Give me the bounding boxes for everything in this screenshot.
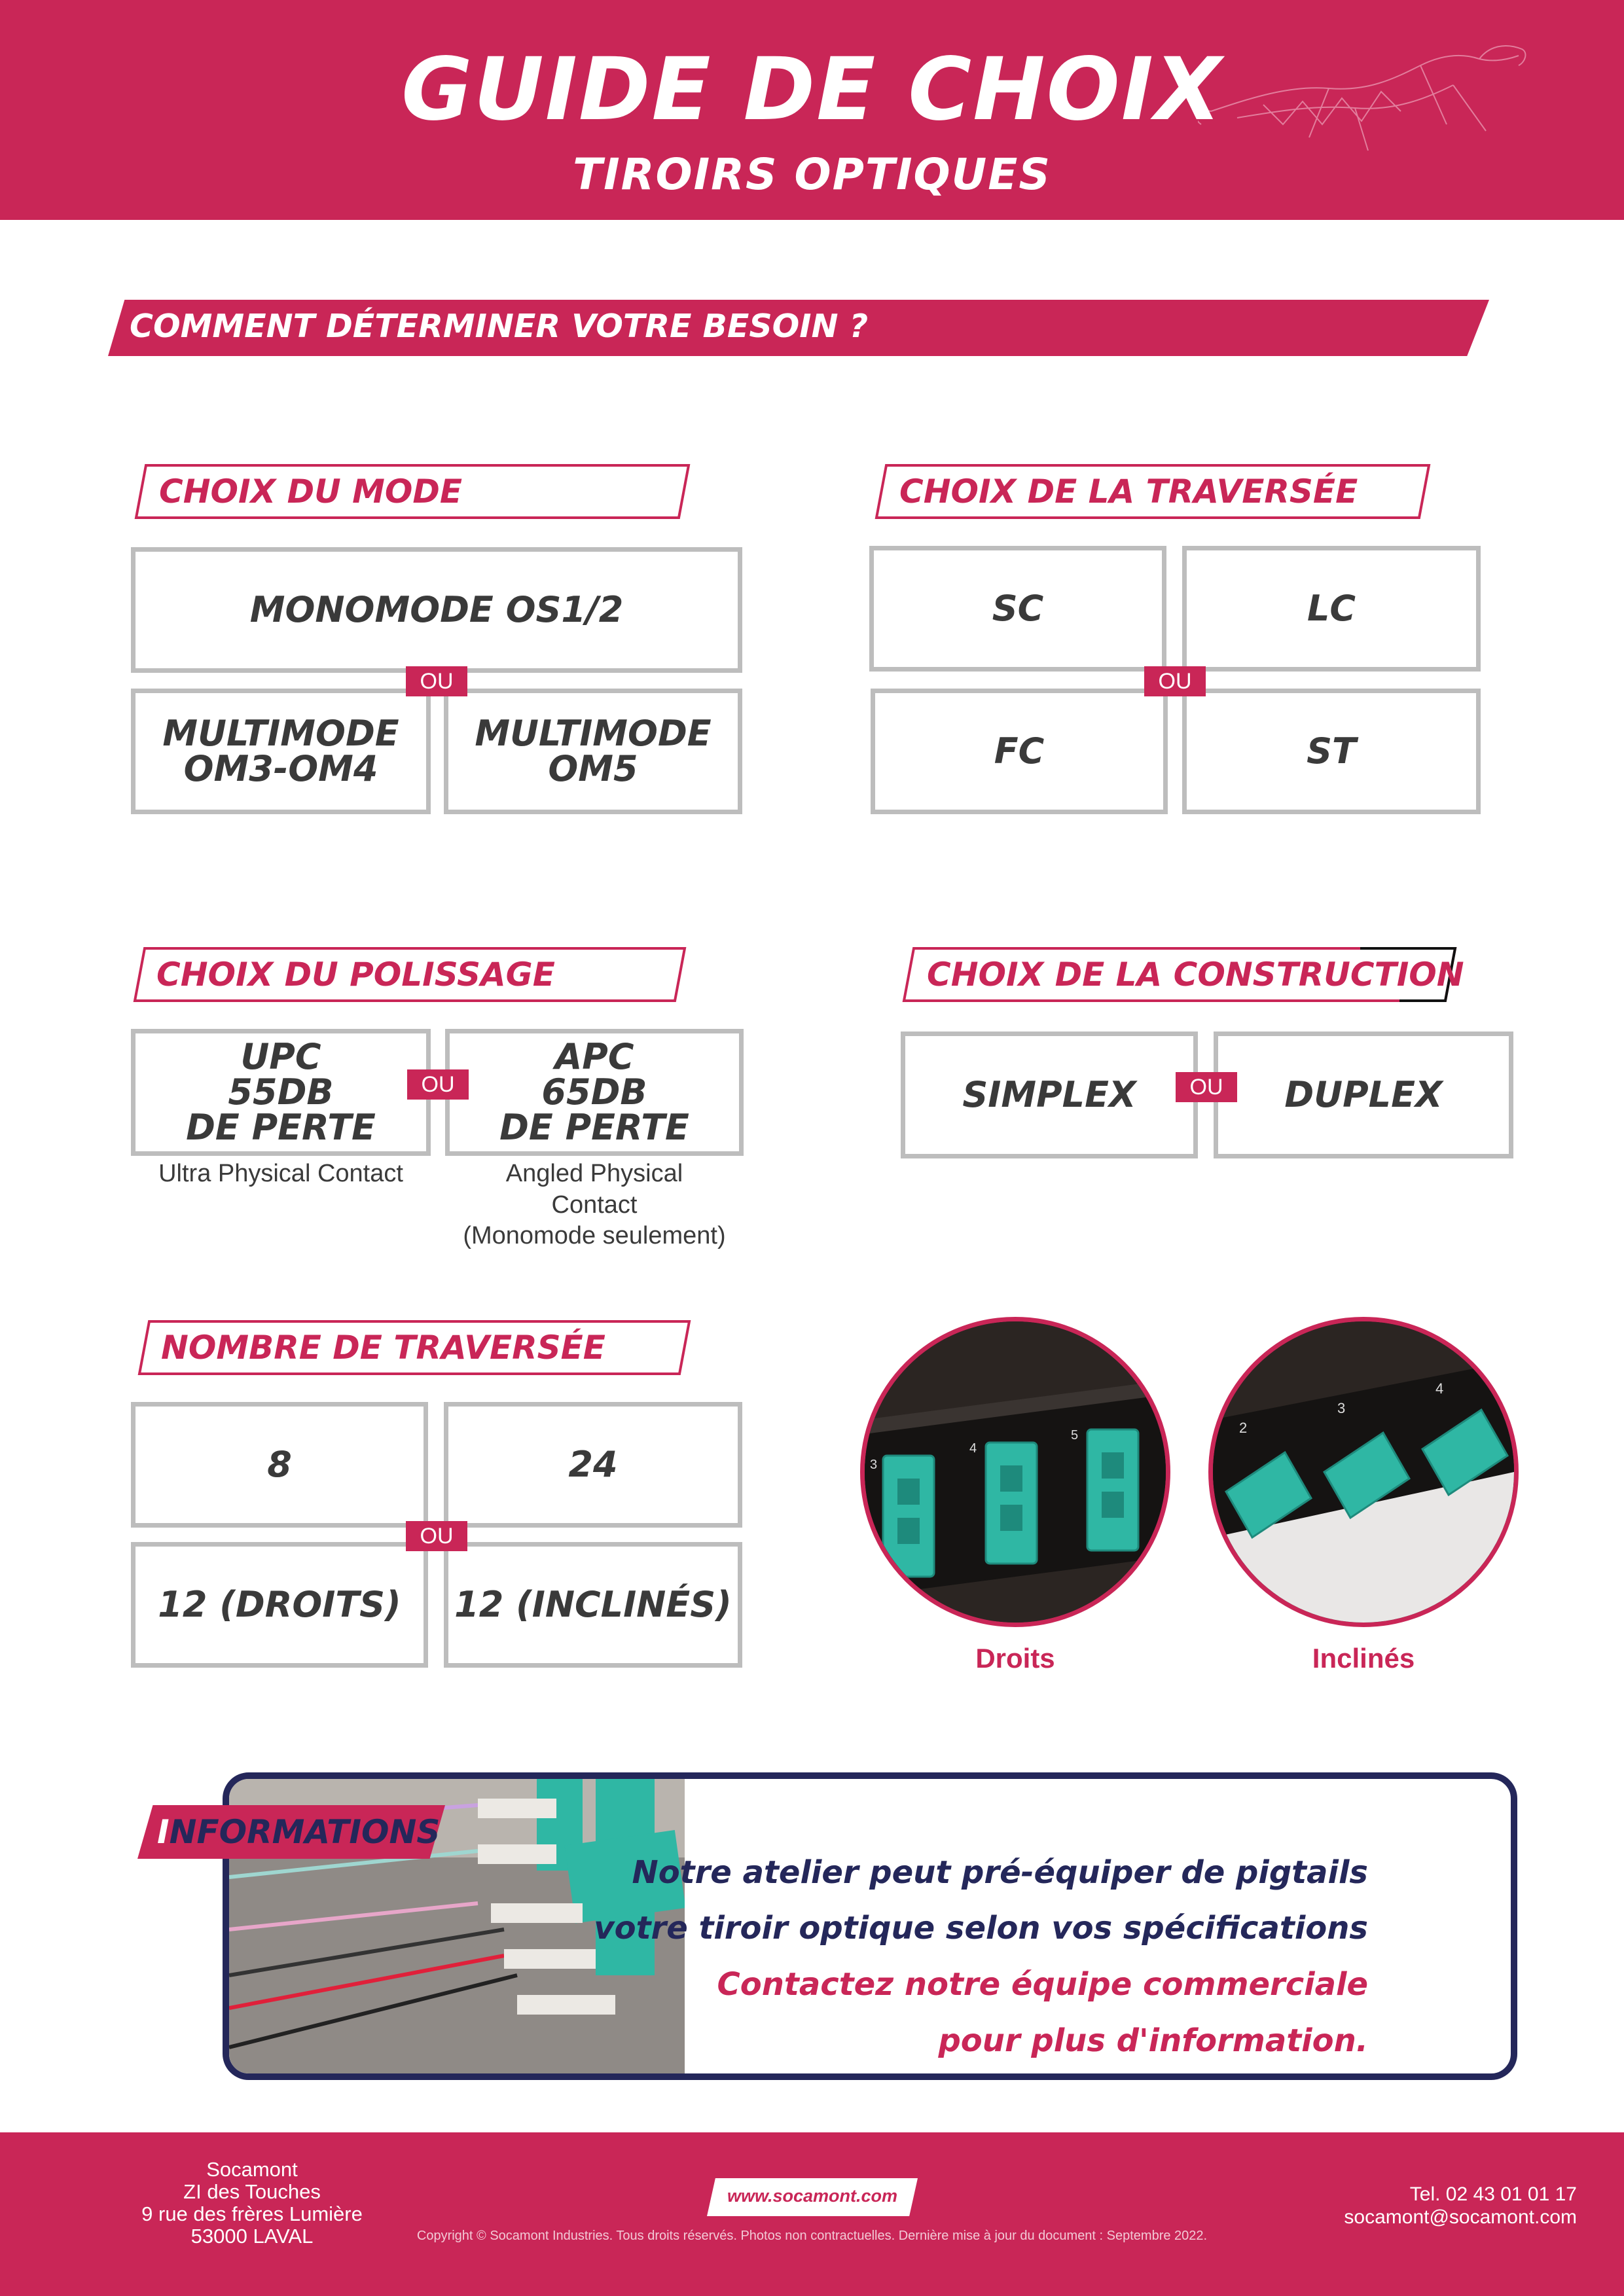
option-label: 12 (DROITS)	[158, 1584, 401, 1625]
photo-droits	[860, 1317, 1170, 1627]
option-label: SC	[992, 588, 1044, 629]
svg-text:5: 5	[1071, 1428, 1079, 1443]
option-label: 12 (INCLINÉS)	[454, 1584, 732, 1625]
angled-adapters-illustration	[1213, 1321, 1514, 1623]
option-label: LC	[1307, 588, 1356, 629]
svg-text:4: 4	[1435, 1380, 1444, 1397]
photo-inclines	[1208, 1317, 1519, 1627]
photo-label-inclines: Inclinés	[1312, 1643, 1415, 1674]
footer-contact	[1344, 2183, 1577, 2229]
email-address[interactable]: socamont@socamont.com	[1344, 2206, 1577, 2228]
option-label: MONOMODE OS1/2	[249, 589, 624, 630]
option-label: UPC 55DB DE PERTE	[186, 1036, 376, 1148]
section-banner-text: COMMENT DÉTERMINER VOTRE BESOIN ?	[130, 308, 869, 345]
option-label: FC	[994, 730, 1045, 772]
ou-badge: OU	[407, 1069, 469, 1100]
option-label: MULTIMODE OM3-OM4	[162, 713, 399, 789]
info-text-line-4: pour plus d'information.	[938, 2022, 1368, 2059]
ou-badge: OU	[1176, 1072, 1237, 1102]
option-upc[interactable]	[131, 1029, 431, 1156]
ou-badge: OU	[1144, 666, 1206, 696]
tab-choix-construction	[902, 946, 1464, 1003]
option-label: APC 65DB DE PERTE	[499, 1036, 689, 1148]
option-label: ST	[1307, 730, 1356, 772]
option-multimode-om5[interactable]	[444, 689, 742, 814]
tab-label: CHOIX DE LA TRAVERSÉE	[899, 473, 1358, 511]
straight-adapters-illustration	[865, 1321, 1166, 1623]
info-text-line-1: Notre atelier peut pré-équiper de pigtails	[632, 1854, 1368, 1891]
tab-choix-traversee	[875, 463, 1431, 520]
option-12-inclines[interactable]	[444, 1542, 742, 1668]
caption-upc: Ultra Physical Contact	[158, 1160, 403, 1187]
option-12-droits[interactable]	[131, 1542, 428, 1668]
website-link[interactable]: www.socamont.com	[727, 2186, 898, 2206]
footer-address: Socamont ZI des Touches 9 rue des frères Lumière 53000 LAVAL	[141, 2158, 363, 2248]
option-simplex[interactable]	[901, 1031, 1198, 1158]
ou-badge: OU	[406, 1521, 467, 1551]
page-title: GUIDE DE CHOIX	[401, 39, 1223, 140]
option-apc[interactable]	[445, 1029, 744, 1156]
option-fc[interactable]	[871, 689, 1168, 814]
svg-text:3: 3	[870, 1458, 878, 1472]
option-8[interactable]	[131, 1402, 428, 1528]
svg-text:3: 3	[1337, 1400, 1346, 1416]
option-multimode-om3-om4[interactable]	[131, 689, 431, 814]
caption-apc: Angled Physical Contact (Monomode seulement)	[463, 1160, 726, 1249]
svg-text:2: 2	[1239, 1420, 1248, 1436]
option-label: 24	[568, 1444, 618, 1485]
option-sc[interactable]	[869, 546, 1166, 672]
photo-label-droits: Droits	[975, 1643, 1055, 1674]
option-24[interactable]	[444, 1402, 742, 1528]
phone-number[interactable]: Tel. 02 43 01 01 17	[1409, 2183, 1577, 2205]
footer-copyright: Copyright © Socamont Industries. Tous droits réservés. Photos non contractuelles. Dernière mise à jour du document : Septembre 2022.	[416, 2229, 1208, 2243]
tab-label: NOMBRE DE TRAVERSÉE	[161, 1329, 605, 1367]
tab-nombre-traversee	[137, 1319, 691, 1376]
option-duplex[interactable]	[1214, 1031, 1513, 1158]
header-banner	[0, 0, 1624, 220]
info-tab-label: INFORMATIONS	[157, 1813, 441, 1851]
tab-label: CHOIX DU POLISSAGE	[156, 956, 555, 994]
option-lc[interactable]	[1182, 546, 1481, 672]
option-label: DUPLEX	[1284, 1074, 1443, 1115]
tab-choix-mode	[134, 463, 691, 520]
option-monomode[interactable]	[131, 547, 742, 673]
option-label: 8	[267, 1444, 292, 1485]
tab-label: CHOIX DE LA CONSTRUCTION	[927, 956, 1464, 994]
info-text-line-3: Contactez notre équipe commerciale	[717, 1966, 1368, 2003]
svg-text:4: 4	[969, 1441, 977, 1456]
option-label: SIMPLEX	[962, 1074, 1136, 1115]
ou-badge: OU	[406, 666, 467, 696]
tab-choix-polissage	[133, 946, 687, 1003]
page-subtitle: TIROIRS OPTIQUES	[573, 149, 1051, 200]
option-label: MULTIMODE OM5	[475, 713, 712, 789]
info-text-line-2: votre tiroir optique selon vos spécifications	[594, 1910, 1368, 1946]
option-st[interactable]	[1182, 689, 1481, 814]
tab-label: CHOIX DU MODE	[159, 473, 463, 511]
